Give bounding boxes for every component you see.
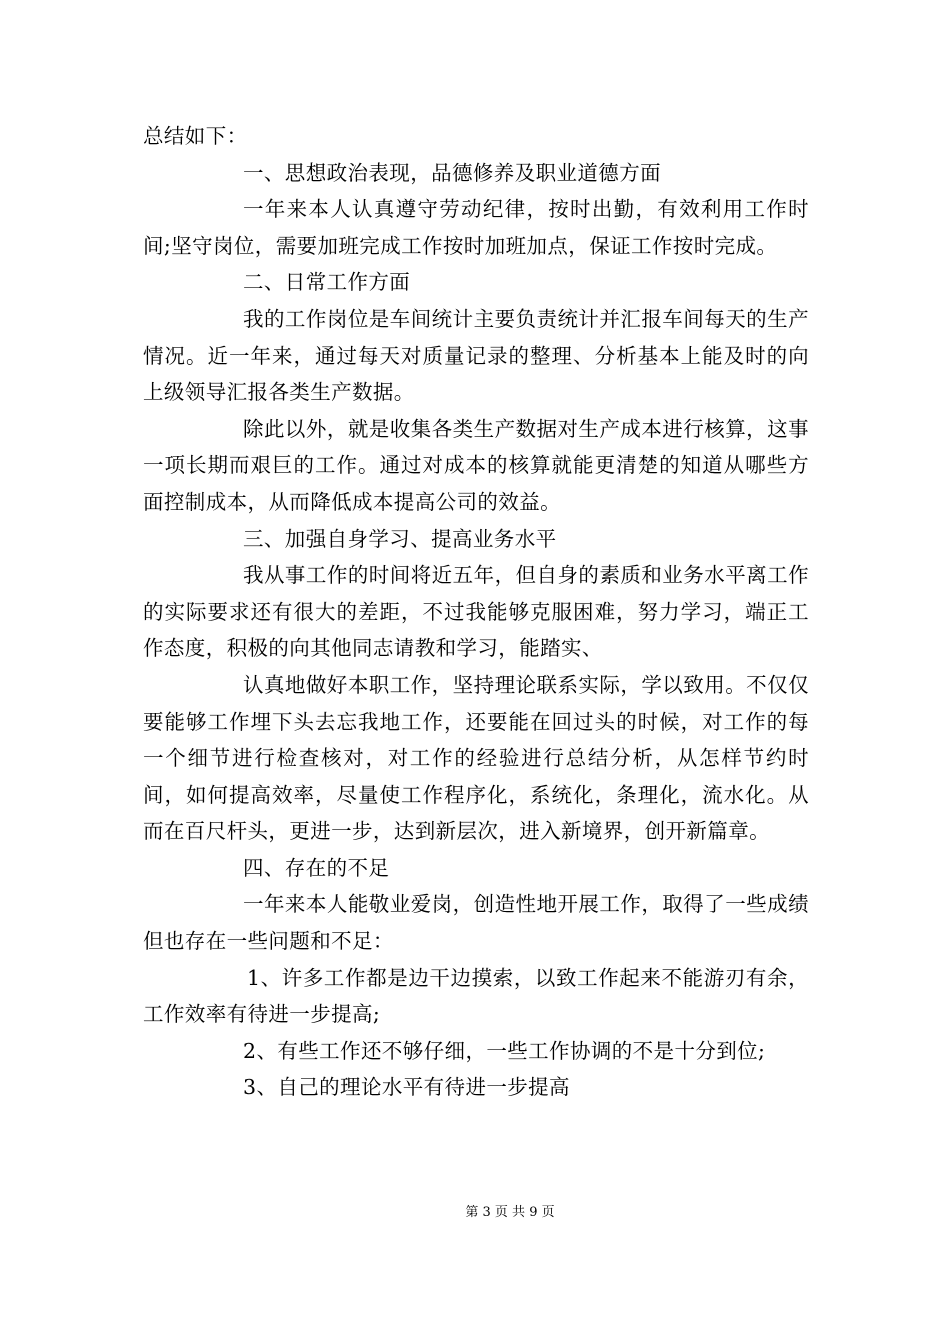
- paragraph-section-2b: 除此以外，就是收集各类生产数据对生产成本进行核算，这事一项长期而艰巨的工作。通过对成本的核算就能更清楚的知道从哪些方面控制成本，从而降低成本提高公司的效益。: [143, 416, 809, 514]
- list-item-1: 1、许多工作都是边干边摸索，以致工作起来不能游刃有余，工作效率有待进一步提高;: [143, 965, 809, 1027]
- heading-section-2: 二、日常工作方面: [243, 270, 411, 295]
- page-footer: [0, 1204, 950, 1222]
- list-item-2: 2、有些工作还不够仔细，一些工作协调的不是十分到位;: [243, 1038, 766, 1063]
- paragraph-section-2a: 我的工作岗位是车间统计主要负责统计并汇报车间每天的生产情况。近一年来，通过每天对质量记录的整理、分析基本上能及时的向上级领导汇报各类生产数据。: [143, 306, 809, 405]
- document-body: [143, 118, 809, 1106]
- paragraph-summary-intro: 总结如下：: [143, 124, 248, 148]
- paragraph-section-3b: 认真地做好本职工作，坚持理论联系实际，学以致用。不仅仅要能够工作埋下头去忘我地工作，还要能在回过头的时候，对工作的每一个细节进行检查核对，对工作的经验进行总结分析，从怎样节约时间，如何提高效率，尽量使工作程序化，系统化，条理化，流水化。从而在百尺杆头，更进一步，达到新层次，进入新境界，创开新篇章。: [143, 672, 809, 844]
- list-item-3: 3、自己的理论水平有待进一步提高: [243, 1075, 570, 1100]
- heading-section-3: 三、加强自身学习、提高业务水平: [243, 526, 557, 551]
- paragraph-section-1: 一年来本人认真遵守劳动纪律，按时出勤，有效利用工作时间;坚守岗位，需要加班完成工作按时加班加点，保证工作按时完成。: [143, 197, 809, 258]
- page-number-label: 第 3 页 共 9 页: [465, 1205, 555, 1220]
- paragraph-section-3a: 我从事工作的时间将近五年，但自身的素质和业务水平离工作的实际要求还有很大的差距，不过我能够克服困难，努力学习，端正工作态度，积极的向其他同志请教和学习，能踏实、: [143, 563, 809, 661]
- heading-section-4: 四、存在的不足: [243, 855, 390, 880]
- heading-section-1: 一、思想政治表现，品德修养及职业道德方面: [243, 160, 661, 185]
- paragraph-section-4: 一年来本人能敬业爱岗，创造性地开展工作，取得了一些成绩但也存在一些问题和不足：: [143, 892, 809, 954]
